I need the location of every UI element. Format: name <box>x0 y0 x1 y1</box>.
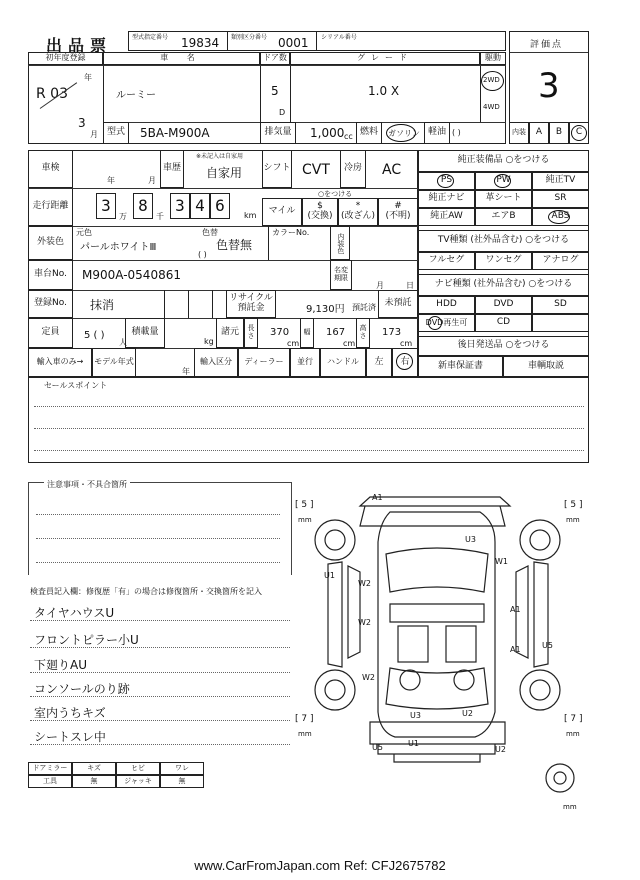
shaken-label: 車検 <box>28 150 73 188</box>
mark-w2-left-rear: W2 <box>358 618 371 627</box>
legend-jack-value: 無 <box>160 775 204 788</box>
mileage-man: 万 <box>119 212 127 221</box>
ac-label: 冷房 <box>340 150 366 188</box>
tv-fullseg: フルセグ <box>418 252 475 270</box>
grade-label: グレード <box>290 52 480 65</box>
legend-crack: ヒビ <box>116 762 160 775</box>
inspector-note-5: 室内うちキズ <box>34 706 106 720</box>
interior-label: 内装 <box>509 122 529 144</box>
dealer-option: ディーラー <box>238 348 290 377</box>
nav-header: ナビ種類 (社外品含む) ○をつける <box>418 274 589 296</box>
recycle-value: 9,130円 <box>306 304 345 315</box>
legend-tools-value: 無 <box>72 775 116 788</box>
inspector-note-1: タイヤハウスU <box>34 606 115 620</box>
name-change-label: 名変期限 <box>330 260 352 290</box>
unknown-sub: (不明) <box>385 211 411 221</box>
tread-fl: [ 5 ] <box>295 500 314 510</box>
later-header: 後日発送品 ○をつける <box>418 336 589 356</box>
height-label: 高さ <box>356 318 370 348</box>
mile-note: ○をつける <box>318 190 353 198</box>
model-year-label: モデル年式 <box>92 348 136 377</box>
oem-pw: PW <box>475 172 532 190</box>
mileage-label: 走行距離 <box>28 188 73 226</box>
spare-tread-unit: mm <box>563 803 577 811</box>
nav-dvd-play: DVD再生可 <box>418 314 475 332</box>
score-label: 評価点 <box>530 40 564 50</box>
mark-u1-rear: U1 <box>408 739 419 748</box>
width-value: 167 <box>326 327 346 338</box>
ac-value: AC <box>382 162 402 178</box>
mileage-digit-4: 4 <box>190 193 210 219</box>
later-warranty: 新車保証書 <box>418 356 503 377</box>
nav-sd: SD <box>532 296 589 314</box>
tv-analog: アナログ <box>532 252 589 270</box>
nav-hdd: HDD <box>418 296 475 314</box>
tv-oneseg: ワンセグ <box>475 252 532 270</box>
car-name-label: 車 名 <box>103 52 260 65</box>
inspector-note-3: 下廻りAU <box>34 658 87 672</box>
use-value: 自家用 <box>206 166 243 180</box>
chassis-value: M900A-0540861 <box>82 268 181 282</box>
serial-label: シリアル番号 <box>321 34 357 41</box>
nav-empty <box>532 314 589 332</box>
swap-sub: (交換) <box>307 211 333 221</box>
mileage-unit: km <box>244 211 257 220</box>
mark-u3-windshield: U3 <box>465 535 476 544</box>
disp-unit: cc <box>344 132 353 141</box>
tread-rl: [ 7 ] <box>295 714 314 724</box>
mileage-digit-5: 6 <box>210 193 230 219</box>
mileage-sen: 千 <box>156 212 164 221</box>
type-no-box <box>128 31 228 51</box>
oem-navi: 純正ナビ <box>418 190 475 208</box>
handle-right: 右 <box>392 348 418 377</box>
nav-dvd-play-circle <box>428 316 442 330</box>
grade-value: 1.0 X <box>368 84 400 98</box>
tv-header: TV種類 (社外品含む) ○をつける <box>418 230 589 252</box>
mark-u3-rear: U3 <box>410 711 421 720</box>
length-label: 長さ <box>244 318 258 348</box>
tamper-sub: (改ざん) <box>340 211 376 221</box>
fuel-diesel: 軽油 <box>424 122 450 144</box>
parallel-option: 並行 <box>290 348 320 377</box>
recycle-unpaid: 未預託 <box>378 290 418 318</box>
first-reg-era: R 03 <box>36 86 68 102</box>
height-unit: cm <box>400 339 413 348</box>
shaken-year: 年 <box>107 176 115 185</box>
oem-abs: ABS <box>532 208 589 226</box>
mileage-digit-2: 8 <box>133 193 153 219</box>
swap-label: $ <box>317 201 323 212</box>
oem-sr: SR <box>532 190 589 208</box>
legend-jack: ジャッキ <box>116 775 160 788</box>
mark-u2-rear: U2 <box>462 709 473 718</box>
legend-scratch: キズ <box>72 762 116 775</box>
inspector-note-2: フロントピラー小U <box>34 633 139 647</box>
footer-ref: www.CarFromJapan.com Ref: CFJ2675782 <box>194 858 446 873</box>
first-reg-label: 初年度登録 <box>28 52 103 65</box>
recycle-label: リサイクル預託金 <box>226 290 276 318</box>
unknown-label: # <box>394 201 402 212</box>
mark-a1-right-front: A1 <box>510 605 521 614</box>
type-no-label: 型式指定番号 <box>132 34 169 41</box>
width-unit: cm <box>343 339 356 348</box>
mark-w1-right: W1 <box>495 557 508 566</box>
mileage-digit-3: 3 <box>170 193 190 219</box>
nav-cd: CD <box>475 314 532 332</box>
interior-grade-b: B <box>549 122 569 144</box>
legend-mirror: ドアミラー <box>28 762 72 775</box>
color-no-label: カラーNo. <box>272 228 310 237</box>
mark-u2-rear-right: U2 <box>495 745 506 754</box>
disp-label: 排気量 <box>260 122 296 144</box>
tamper-box <box>338 198 378 226</box>
nav-dvd: DVD <box>475 296 532 314</box>
shaken-month: 月 <box>148 176 156 185</box>
capacity-unit: 人 <box>119 338 127 347</box>
swap-box <box>302 198 338 226</box>
sales-point-label: セールスポイント <box>44 381 108 390</box>
reg-value: 抹消 <box>90 298 115 312</box>
model-label: 型式 <box>103 122 129 144</box>
recycle-paid: 預託済 <box>352 303 376 312</box>
height-value: 173 <box>382 327 402 338</box>
sheet-title: 出品票 <box>46 36 113 55</box>
oem-leather: 革シート <box>475 190 532 208</box>
use-label: 車歴 <box>160 150 184 188</box>
use-note: ※未記入は自家用 <box>196 153 244 160</box>
class-no-value: 0001 <box>278 36 309 50</box>
mile-label: マイル <box>262 198 302 226</box>
nc-month: 月 <box>376 281 384 290</box>
class-no-label: 類別区分番号 <box>231 34 268 41</box>
oem-aw: 純正AW <box>418 208 475 226</box>
interior-grade-c: C <box>569 122 589 144</box>
car-damage-diagram <box>290 482 590 812</box>
interior-grade-circle <box>571 125 587 141</box>
tread-rr: [ 7 ] <box>564 714 583 724</box>
class-no-box <box>227 31 317 51</box>
handle-right-circle <box>396 353 413 370</box>
interior-color-label: 内装色 <box>330 226 350 260</box>
reg-label: 登録No. <box>28 290 73 318</box>
later-manual: 車輌取説 <box>503 356 589 377</box>
tread-rl-value: 7 <box>301 714 308 724</box>
month-unit: 月 <box>90 130 98 139</box>
oem-header: 純正装備品 ○をつける <box>418 150 589 172</box>
mark-a1-right-rear: A1 <box>510 645 521 654</box>
inspector-label: 検査員記入欄：修復歴「有」の場合は修復箇所・交換箇所を記入 <box>30 587 262 596</box>
drive-2wd: 2WD <box>483 76 500 84</box>
unknown-box <box>378 198 418 226</box>
nc-day: 日 <box>406 281 414 290</box>
doors-label: ドア数 <box>260 52 290 65</box>
interior-grade-a: A <box>529 122 549 144</box>
repaint-label: 色替 <box>202 228 218 237</box>
oem-abs-circle <box>548 210 570 224</box>
car-name: ルーミー <box>116 90 156 101</box>
length-unit: cm <box>287 339 300 348</box>
tread-fl-value: 5 <box>301 500 308 510</box>
fuel-paren: ( ) <box>452 128 461 137</box>
mark-u1-left: U1 <box>324 571 335 580</box>
color-label: 外装色 <box>28 226 73 260</box>
drive-label: 駆動 <box>480 52 506 65</box>
capacity-value: 5 ( ) <box>84 330 105 341</box>
mileage-digit-1: 3 <box>96 193 116 219</box>
length-value: 370 <box>270 327 290 338</box>
oem-ps: PS <box>418 172 475 190</box>
model-value: 5BA-M900A <box>140 126 210 140</box>
oem-tv: 純正TV <box>532 172 589 190</box>
orig-color-label: 元色 <box>76 228 92 237</box>
load-label: 積載量 <box>125 318 165 348</box>
fuel-gas: ガソリン <box>388 129 420 138</box>
oem-airbag: エアB <box>475 208 532 226</box>
legend-break: ワレ <box>160 762 204 775</box>
tread-fr: [ 5 ] <box>564 500 583 510</box>
drive-4wd: 4WD <box>483 103 500 111</box>
mark-a1-front: A1 <box>372 493 383 502</box>
import-type-label: 輸入区分 <box>194 348 238 377</box>
fuel-label: 燃料 <box>356 122 382 144</box>
model-year-unit: 年 <box>182 367 190 376</box>
width-label: 幅 <box>300 318 314 348</box>
oem-ps-circle <box>437 174 454 188</box>
doors-suffix: D <box>279 108 286 117</box>
inspector-note-4: コンソールのり跡 <box>34 682 130 696</box>
notes-label: 注意事項・不具合箇所 <box>44 479 130 490</box>
shift-label: シフト <box>262 150 292 188</box>
tread-fl-unit: mm <box>298 516 312 524</box>
repaint-value: 色替無 <box>216 238 253 252</box>
year-unit: 年 <box>84 73 92 82</box>
import-label: 輸入車のみ→ <box>28 348 92 377</box>
load-unit: kg <box>204 337 214 346</box>
serial-box <box>316 31 506 51</box>
handle-left: 左 <box>366 348 392 377</box>
chassis-label: 車台No. <box>28 260 73 290</box>
orig-color-value: パールホワイトⅢ <box>80 242 157 253</box>
tread-rl-unit: mm <box>298 730 312 738</box>
shift-value: CVT <box>302 162 330 178</box>
mark-u5-right: U5 <box>542 641 553 650</box>
inspector-note-6: シートスレ中 <box>34 730 106 744</box>
disp-value: 1,000 <box>310 126 345 140</box>
oem-pw-circle <box>494 174 511 188</box>
score-value: 3 <box>538 66 560 106</box>
mark-w2-left-wheel: W2 <box>362 673 375 682</box>
doors-value: 5 <box>271 84 279 98</box>
dims-label: 諸元 <box>216 318 244 348</box>
tread-rr-value: 7 <box>570 714 577 724</box>
tread-fr-value: 5 <box>570 500 577 510</box>
legend-tools: 工具 <box>28 775 72 788</box>
handle-label: ハンドル <box>320 348 366 377</box>
tamper-label: * <box>355 201 361 212</box>
mark-w2-left-front: W2 <box>358 579 371 588</box>
tread-fr-unit: mm <box>566 516 580 524</box>
capacity-label: 定員 <box>28 318 73 348</box>
tread-rr-unit: mm <box>566 730 580 738</box>
repaint-paren: ( ) <box>198 250 207 259</box>
mark-u5-rear: U5 <box>372 743 383 752</box>
type-no-value: 19834 <box>181 36 220 50</box>
first-reg-month: 3 <box>78 116 86 130</box>
